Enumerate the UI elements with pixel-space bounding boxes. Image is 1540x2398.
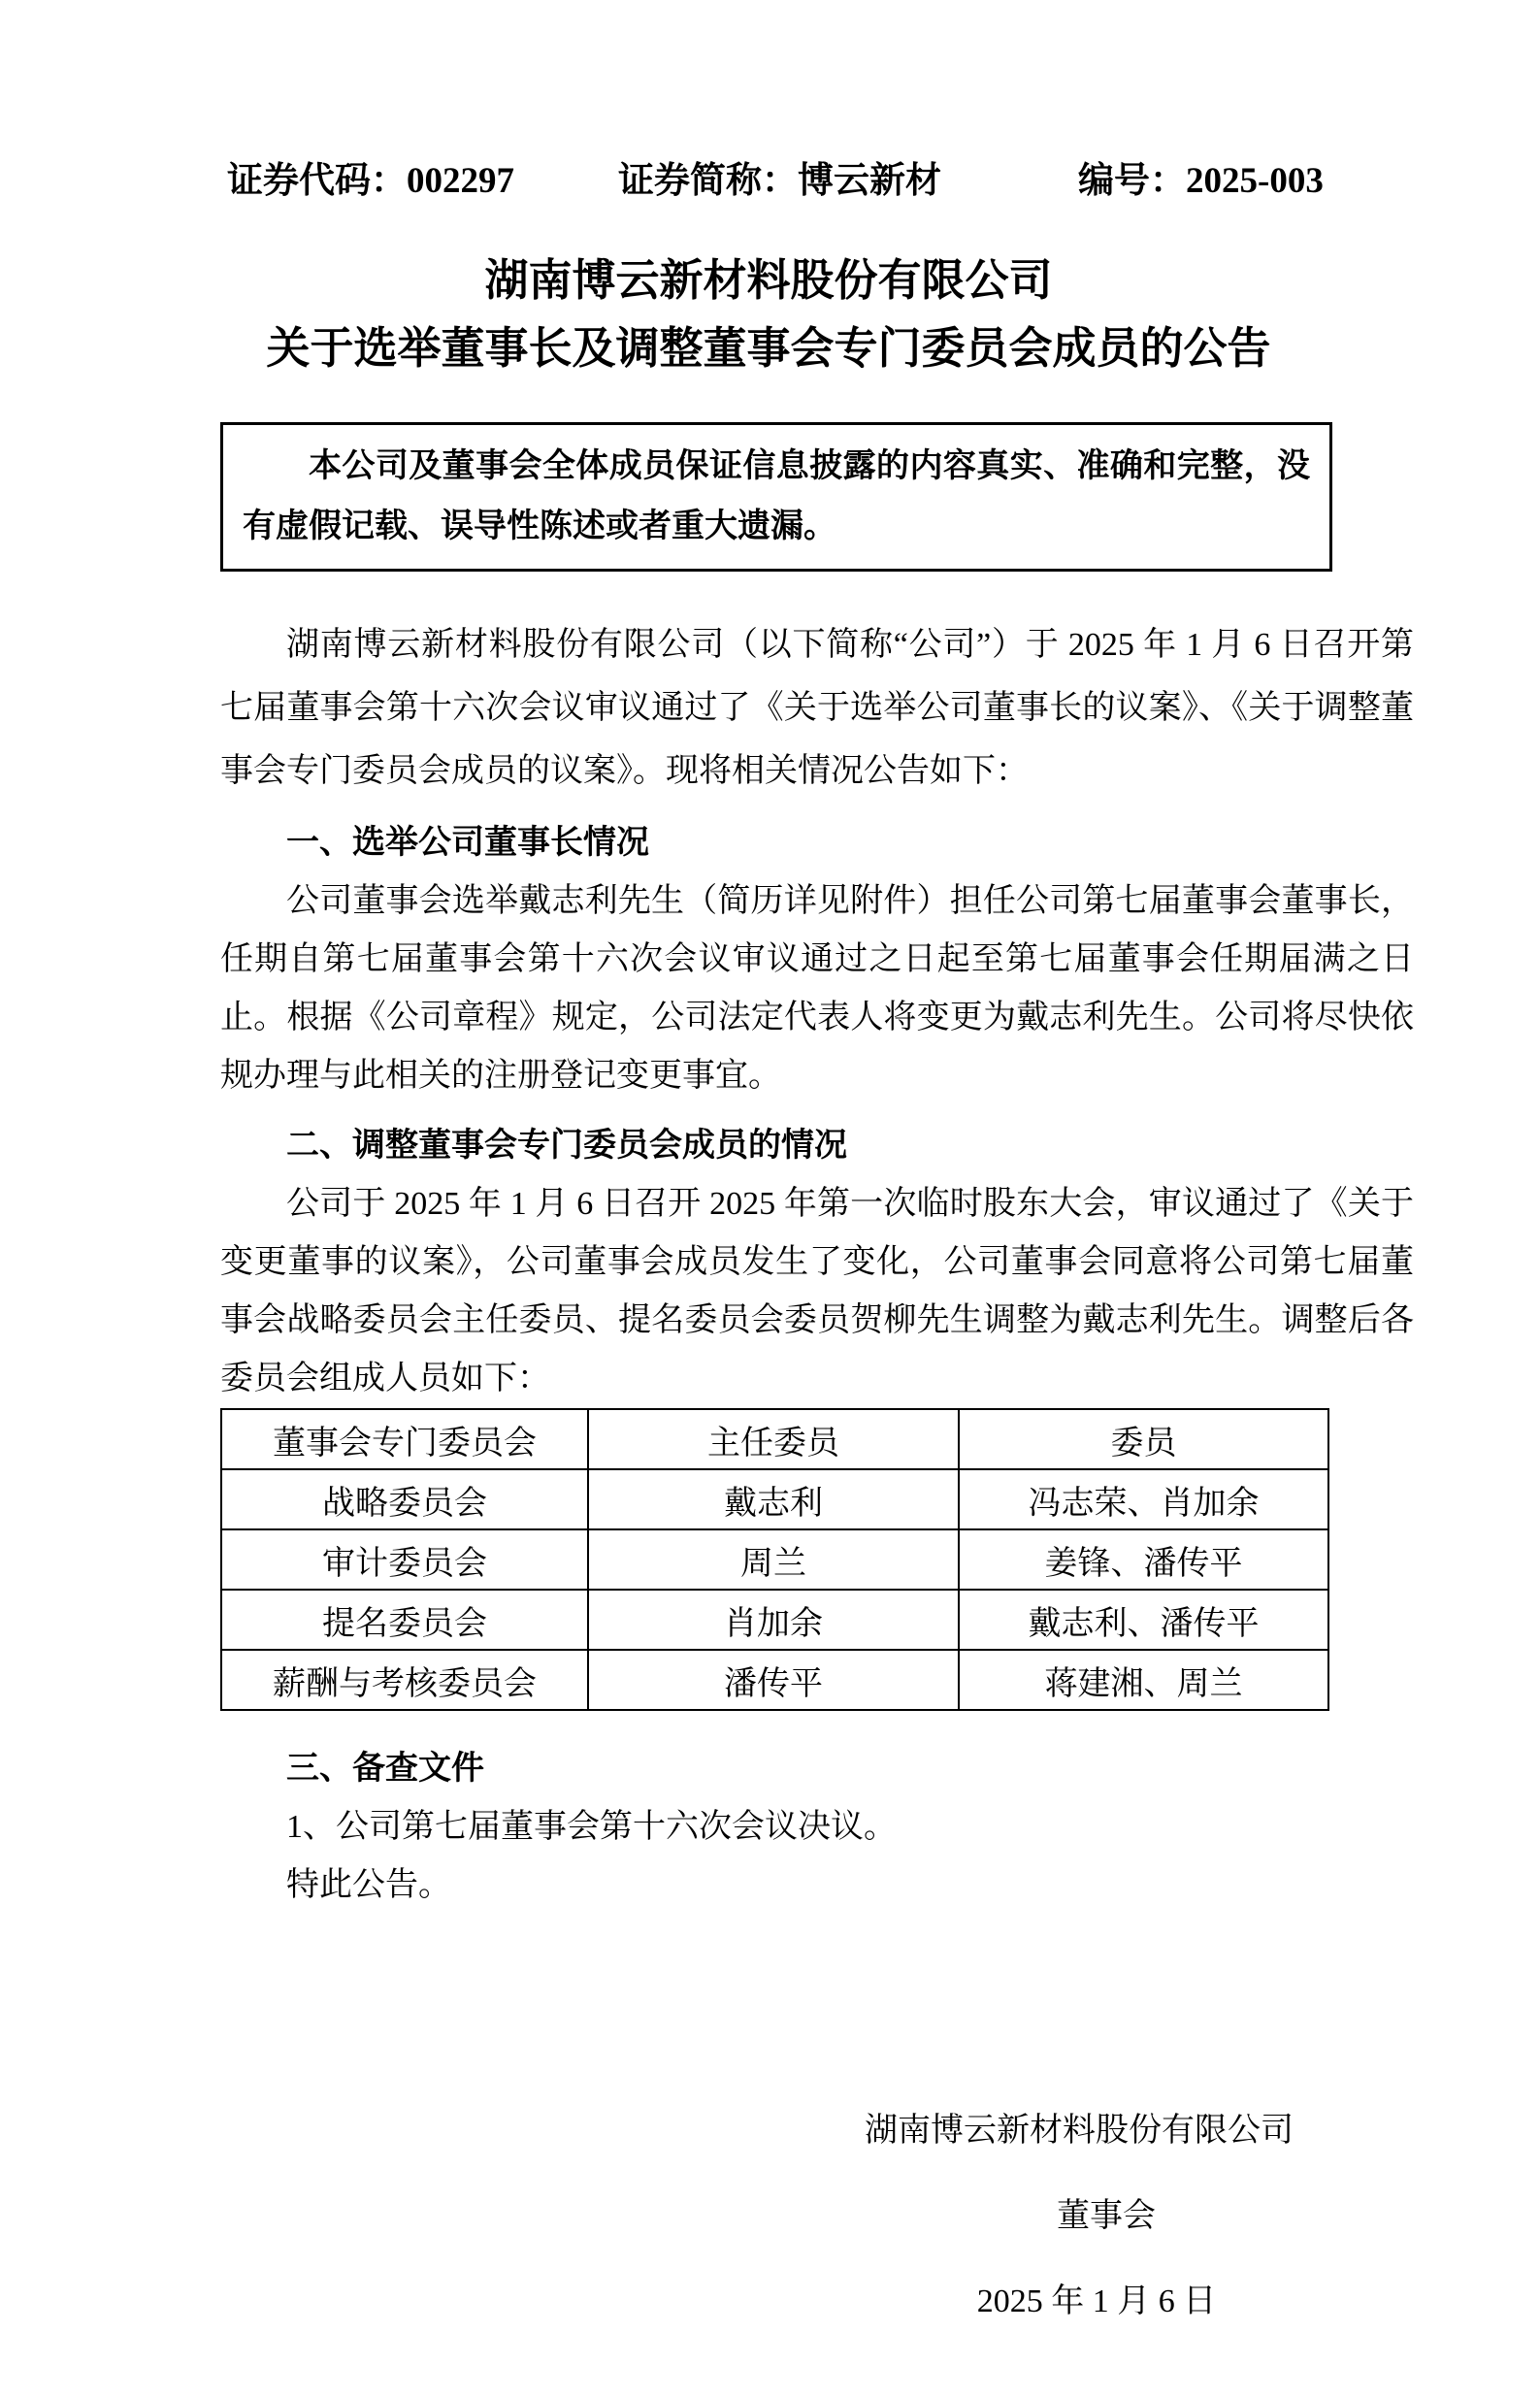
closing-statement: 特此公告。: [286, 1867, 451, 1903]
table-header-chairman: 主任委员: [588, 1409, 959, 1469]
section3-heading: 三、备查文件: [286, 1751, 484, 1787]
committee-table: [220, 1408, 1329, 1711]
disclaimer-text: 本公司及董事会全体成员保证信息披露的内容真实、准确和完整，没有虚假记载、误导性陈述或者重大遗漏。: [243, 448, 1310, 544]
table-header-committee: 董事会专门委员会: [221, 1409, 588, 1469]
section1-heading: 一、选举公司董事长情况: [286, 825, 649, 861]
announcement-number: 编号：2025-003: [1078, 161, 1324, 201]
table-cell: 潘传平: [588, 1650, 959, 1710]
table-cell: 戴志利、潘传平: [959, 1590, 1328, 1650]
document-content: [220, 150, 1414, 1915]
section1-paragraph: 公司董事会选举戴志利先生（简历详见附件）担任公司第七届董事会董事长，任期自第七届董事会第十六次会议审议通过之日起至第七届董事会任期届满之日止。根据《公司章程》规定，公司法定代表人将变更为戴志利先生。公司将尽快依规办理与此相关的注册登记变更事宜。: [220, 883, 1414, 1094]
table-cell: 冯志荣、肖加余: [959, 1469, 1328, 1529]
table-row: [221, 1529, 1328, 1590]
table-cell: 肖加余: [588, 1590, 959, 1650]
table-cell: 姜锋、潘传平: [959, 1529, 1328, 1590]
signature-board: 董事会: [1057, 2198, 1156, 2234]
stock-short-name: 证券简称：博云新材: [618, 161, 941, 201]
company-title: 湖南博云新材料股份有限公司: [484, 256, 1053, 305]
announcement-title: 关于选举董事长及调整董事会专门委员会成员的公告: [266, 324, 1271, 373]
table-cell: 戴志利: [588, 1469, 959, 1529]
table-cell: 蒋建湘、周兰: [959, 1650, 1328, 1710]
table-cell: 审计委员会: [221, 1529, 588, 1590]
signature-company: 湖南博云新材料股份有限公司: [865, 2113, 1294, 2149]
table-header-row: [221, 1409, 1328, 1469]
table-cell: 战略委员会: [221, 1469, 588, 1529]
reference-document-item: 1、公司第七届董事会第十六次会议决议。: [286, 1809, 897, 1845]
table-row: [221, 1469, 1328, 1529]
signature-date: 2025 年 1 月 6 日: [976, 2283, 1217, 2319]
table-row: [221, 1650, 1328, 1710]
securities-header-row: [220, 150, 1414, 199]
table-row: [221, 1590, 1328, 1650]
disclaimer-box: [220, 422, 1332, 572]
section2-heading: 二、调整董事会专门委员会成员的情况: [286, 1128, 847, 1164]
stock-code: 证券代码：002297: [227, 161, 514, 201]
table-cell: 周兰: [588, 1529, 959, 1590]
table-cell: 提名委员会: [221, 1590, 588, 1650]
section2-paragraph: 公司于 2025 年 1 月 6 日召开 2025 年第一次临时股东大会，审议通过了《关于变更董事的议案》，公司董事会成员发生了变化，公司董事会同意将公司第七届董事会战略委员会主任委员、提名委员会委员贺柳先生调整为戴志利先生。调整后各委员会组成人员如下：: [220, 1186, 1414, 1396]
intro-paragraph: 湖南博云新材料股份有限公司（以下简称“公司”）于 2025 年 1 月 6 日召开第七届董事会第十六次会议审议通过了《关于选举公司董事长的议案》、《关于调整董事会专门委员会成员的议案》。现将相关情况公告如下：: [220, 627, 1414, 789]
table-header-members: 委员: [959, 1409, 1328, 1469]
table-cell: 薪酬与考核委员会: [221, 1650, 588, 1710]
